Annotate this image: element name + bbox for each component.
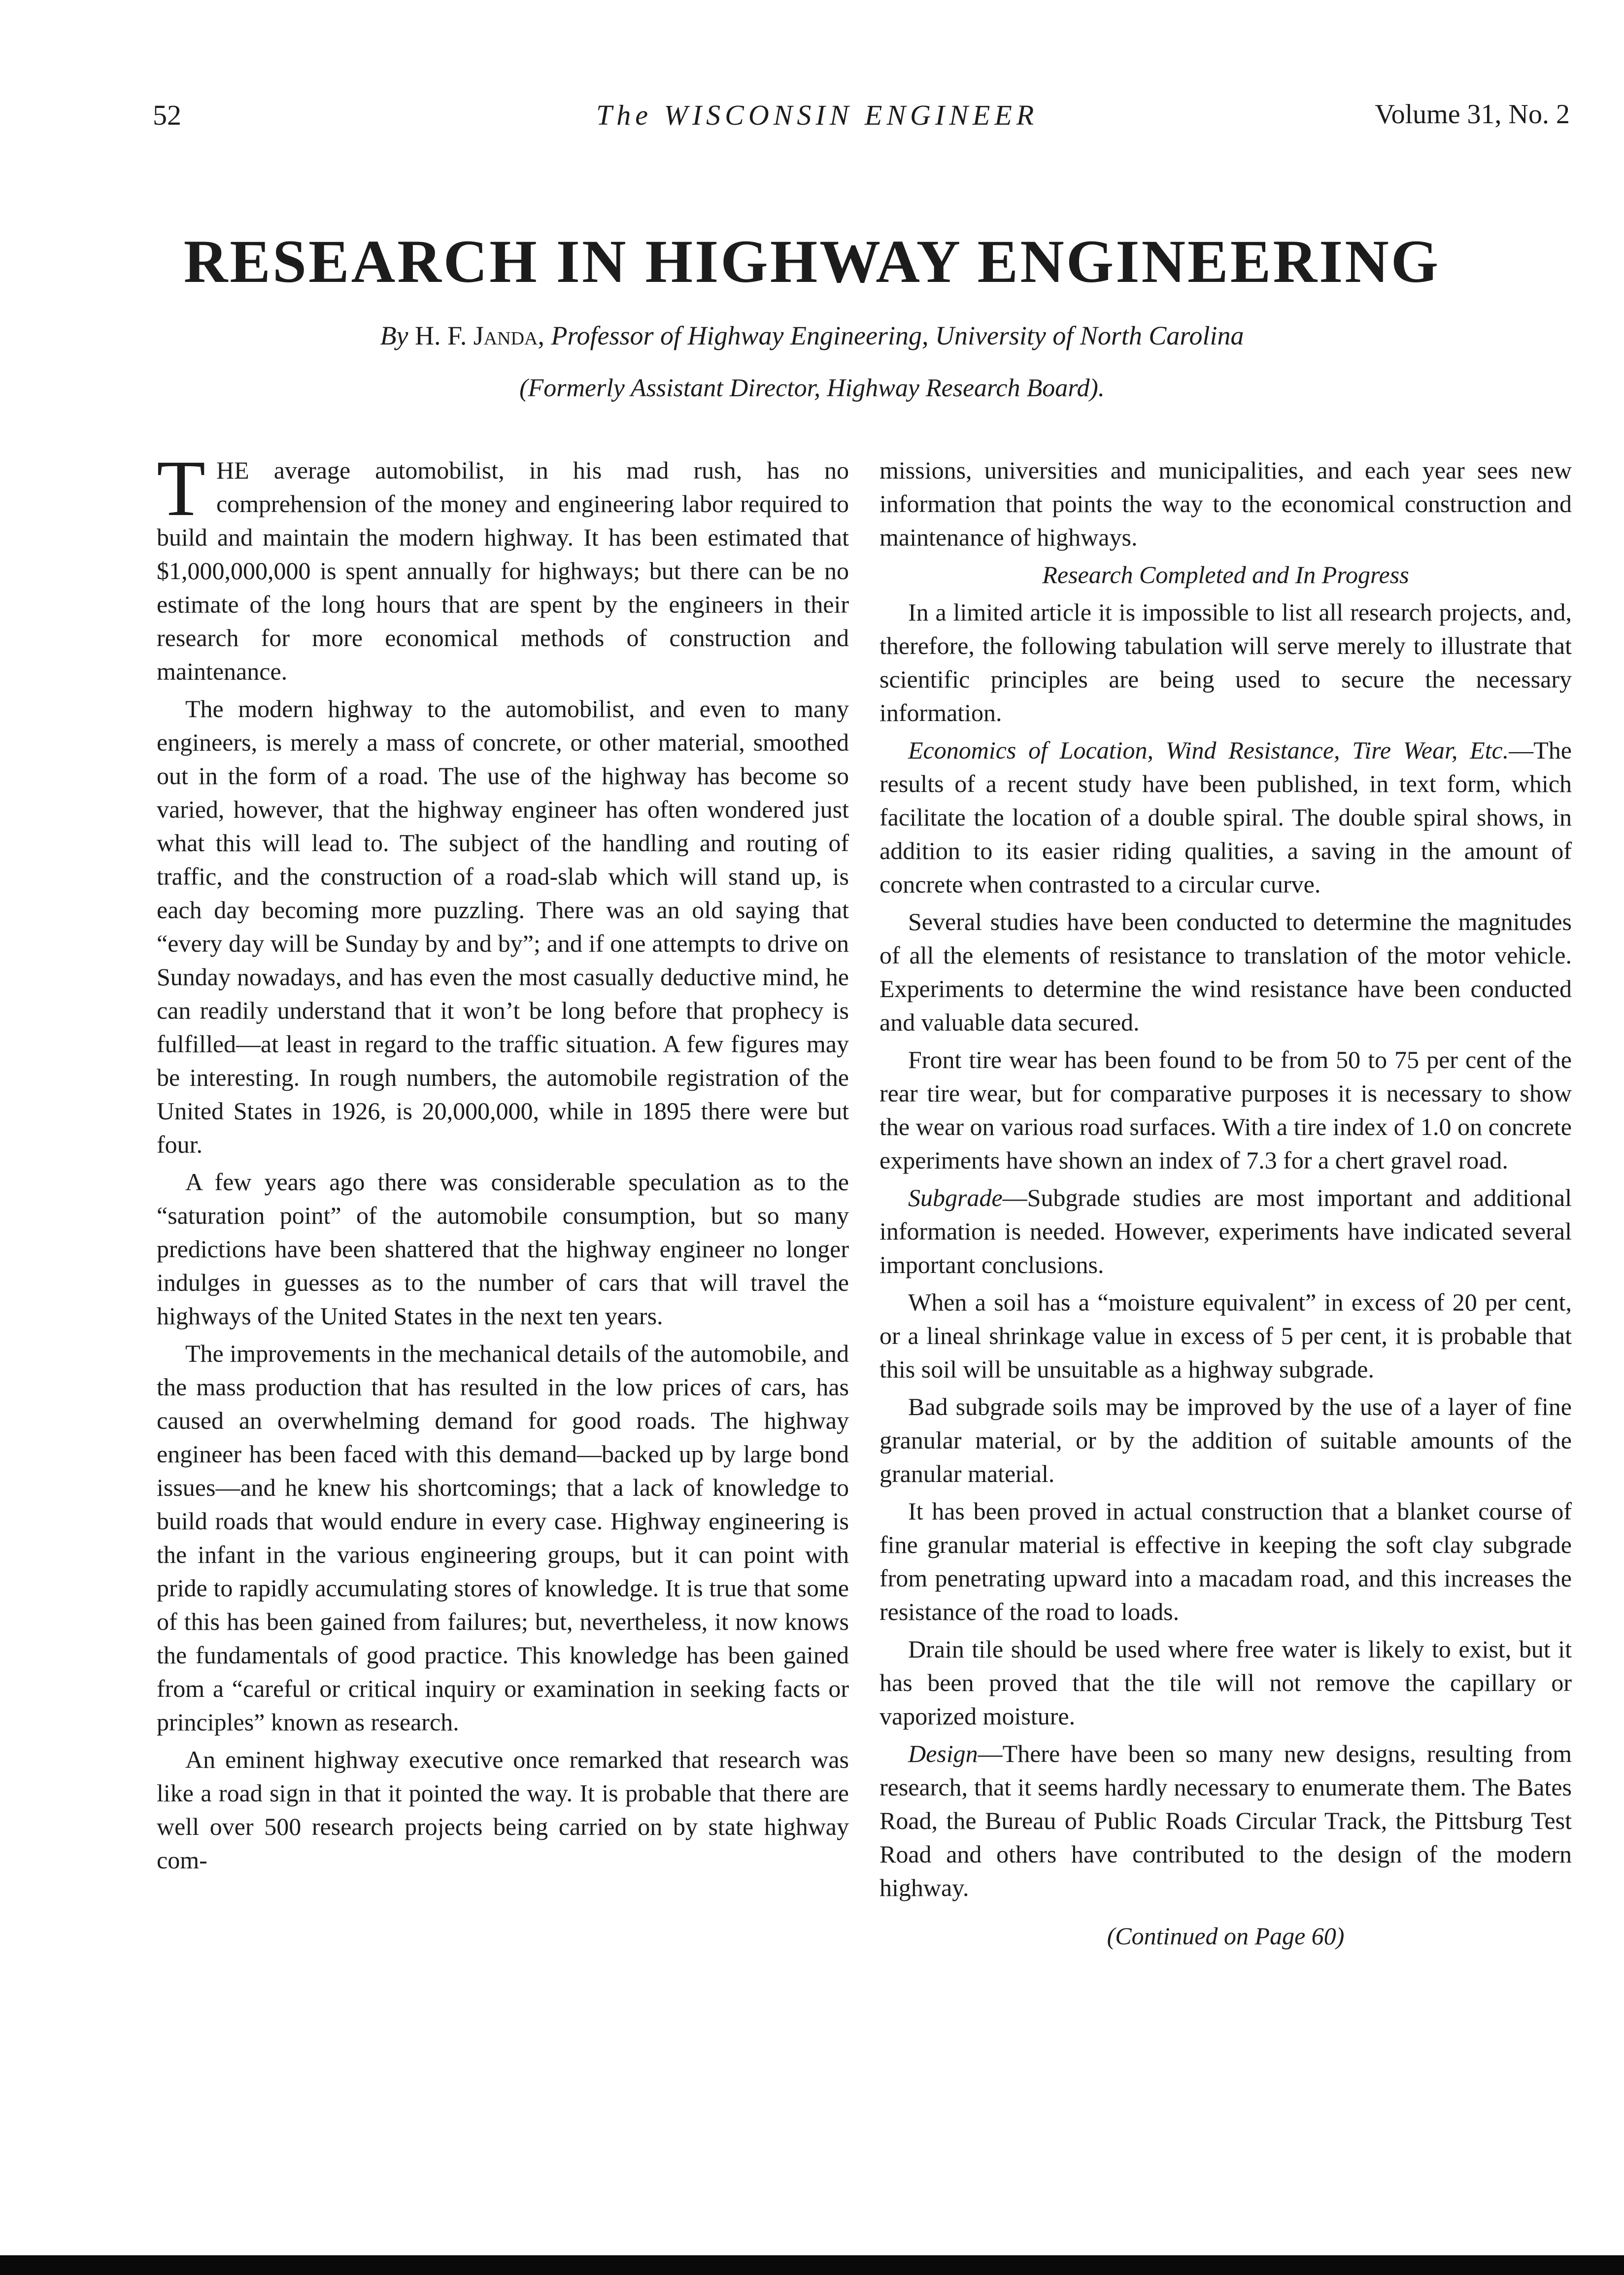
journal-title: The WISCONSIN ENGINEER <box>596 99 1039 131</box>
running-head <box>153 99 1570 153</box>
byline <box>0 320 1624 351</box>
scan-bottom-border <box>0 2255 1624 2275</box>
paragraph-text: HE average automobilist, in his mad rush, has no comprehension of the money and engineering labor required to build and maintain the modern highway. It has been estimated that $1,000,000,000 is spent annually for highways; but there can be no estimate of the long hours that are spent by the engineers in their research for more economical methods of construction and maintenance. <box>157 456 849 685</box>
paragraph <box>880 1737 1572 1904</box>
paragraph: Drain tile should be used where free water is likely to exist, but it has been proved that the tile will not remove the capillary or vaporized moisture. <box>880 1635 1572 1730</box>
paragraph: missions, universities and municipalities, and each year sees new information that points the way to the economical construction and maintenance of highways. <box>880 456 1572 551</box>
paragraph: When a soil has a “moisture equivalent” in excess of 20 per cent, or a lineal shrinkage value in excess of 5 per cent, it is probable that this soil will be unsuitable as a highway subgrade. <box>880 1288 1572 1383</box>
paragraph <box>880 733 1572 901</box>
paragraph: Several studies have been conducted to determine the magnitudes of all the elements of resistance to translation of the motor vehicle. Experiments to determine the wind resistance have been conducted and valuable data secured. <box>880 908 1572 1036</box>
paragraph: The modern highway to the automobilist, and even to many engineers, is merely a mass of concrete, or other material, smoothed out in the form of a road. The use of the highway has become so varied, however, that the highway engineer has often wondered just what this will lead to. The subject of the handling and routing of traffic, and the construction of a road-slab which will stand up, is each day becoming more puzzling. There was an old saying that “every day will be Sunday by and by”; and if one attempts to drive on Sunday nowadays, and has even the most casually deductive mind, he can readily understand that it won’t be long before that prophecy is fulfilled—at least in regard to the traffic situation. A few figures may be interesting. In rough numbers, the automobile registration of the United States in 1926, is 20,000,000, while in 1895 there were but four. <box>157 695 849 1158</box>
author-affiliation: Professor of Highway Engineering, University of North Carolina <box>544 321 1244 350</box>
run-in-heading: Design <box>908 1740 978 1767</box>
paragraph-text: —The results of a recent study have been published, in text form, which facilitate the location of a double spiral. The double spiral shows, in addition to its easier riding qualities, a saving in the amount of concrete when contrasted to a circular curve. <box>880 736 1572 898</box>
paragraph-text: —There have been so many new designs, resulting from research, that it seems hardly necessary to enumerate them. The Bates Road, the Bureau of Public Roads Circular Track, the Pittsburg Test Road and others have contributed to the design of the modern highway. <box>880 1740 1572 1901</box>
author-name: H. F. Janda, <box>415 321 544 350</box>
paragraph: An eminent highway executive once remarked that research was like a road sign in that it pointed the way. It is probable that there are well over 500 research projects being carried on by state highway com- <box>157 1746 849 1874</box>
right-column <box>880 453 1572 1953</box>
paragraph: It has been proved in actual construction that a blanket course of fine granular material is effective in keeping the soft clay subgrade from penetrating upward into a macadam road, and this increases the resistance of the road to loads. <box>880 1497 1572 1625</box>
paragraph <box>157 445 849 688</box>
paragraph <box>880 1181 1572 1281</box>
section-subhead: Research Completed and In Progress <box>1042 561 1409 588</box>
article-title: RESEARCH IN HIGHWAY ENGINEERING <box>183 228 1441 295</box>
volume-issue: Volume 31, No. 2 <box>1375 99 1570 130</box>
author-former-position: (Formerly Assistant Director, Highway Research Board). <box>519 374 1105 402</box>
page-number: 52 <box>153 99 181 131</box>
run-in-heading: Economics of Location, Wind Resistance, Tire Wear, Etc. <box>908 736 1509 764</box>
paragraph: Front tire wear has been found to be from 50 to 75 per cent of the rear tire wear, but for comparative purposes it is necessary to show the wear on various road surfaces. With a tire index of 1.0 on concrete experiments have shown an index of 7.3 for a chert gravel road. <box>880 1046 1572 1174</box>
byline-prefix: By <box>380 321 415 350</box>
continued-notice: (Continued on Page 60) <box>1107 1922 1345 1950</box>
paragraph: The improvements in the mechanical details of the automobile, and the mass production that has resulted in the low prices of cars, has caused an overwhelming demand for good roads. The highway engineer has been faced with this demand—backed up by large bond issues—and he knew his shortcomings; that a lack of knowledge to build roads that would endure in every case. Highway engineering is the infant in the various engineering groups, but it can point with pride to rapidly accumulating stores of knowledge. It is true that some of this has been gained from failures; but, nevertheless, it now knows the fundamentals of good practice. This knowledge has been gained from a “careful or critical inquiry or examination in seeking facts or principles” known as research. <box>157 1340 849 1736</box>
run-in-heading: Subgrade <box>908 1184 1003 1211</box>
paragraph: Bad subgrade soils may be improved by the use of a layer of fine granular material, or by the addition of suitable amounts of the granular material. <box>880 1393 1572 1487</box>
paragraph-text: —Subgrade studies are most important and additional information is needed. However, experiments have indicated several important conclusions. <box>880 1184 1572 1278</box>
paragraph: In a limited article it is impossible to list all research projects, and, therefore, the following tabulation will serve merely to illustrate that scientific principles are being used to secure the necessary information. <box>880 598 1572 726</box>
paragraph: A few years ago there was considerable speculation as to the “saturation point” of the automobile consumption, but so many predictions have been shattered that the highway engineer no longer indulges in guesses as to the number of cars that will travel the highways of the United States in the next ten years. <box>157 1168 849 1330</box>
drop-cap: T <box>157 445 205 533</box>
left-column <box>157 445 849 1881</box>
